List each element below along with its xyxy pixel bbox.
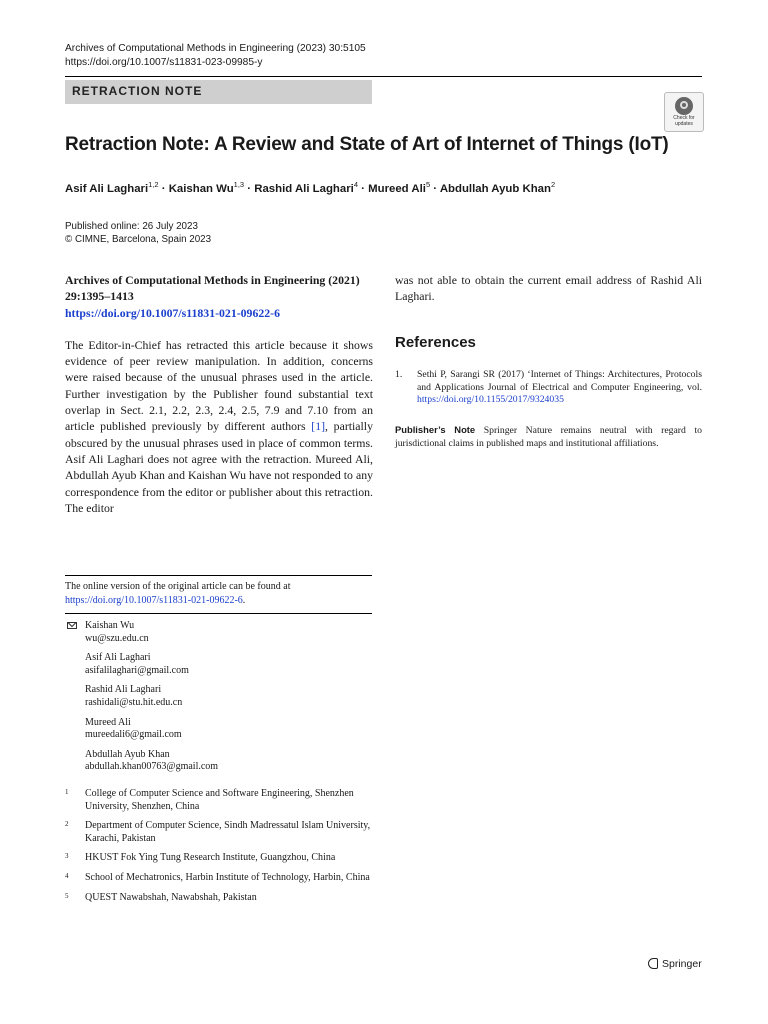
- contact-name: Abdullah Ayub Khan: [85, 748, 170, 760]
- affiliation-number: 2: [65, 820, 69, 829]
- affiliation-text: Department of Computer Science, Sindh Madressatul Islam University, Karachi, Pakistan: [85, 820, 371, 844]
- affiliation-number: 4: [65, 871, 69, 880]
- affiliation-item: [65, 788, 372, 813]
- author-affiliation-marker: 1,2: [148, 180, 159, 189]
- affiliation-text: College of Computer Science and Software Engineering, Shenzhen University, Shenzhen, China: [85, 788, 354, 812]
- references-heading: References: [395, 334, 476, 351]
- author-contact: [65, 749, 372, 774]
- author-separator: ·: [158, 182, 169, 195]
- publisher-name: Springer: [662, 958, 702, 970]
- affiliation-number: 5: [65, 891, 69, 900]
- online-note-end: .: [242, 594, 246, 606]
- affiliation-number: 3: [65, 852, 69, 861]
- author-list: [65, 180, 555, 195]
- original-article-reference: [65, 272, 373, 321]
- published-date: Published online: 26 July 2023: [65, 221, 198, 232]
- mail-icon: [67, 622, 77, 629]
- author-name[interactable]: Kaishan Wu: [168, 182, 234, 195]
- author-affiliation-marker: 4: [353, 180, 358, 189]
- author-contact: [65, 652, 372, 677]
- contact-email[interactable]: abdullah.khan00763@gmail.com: [85, 761, 219, 773]
- affiliation-item: [65, 820, 372, 845]
- correspondence-rule: [65, 613, 372, 614]
- reference-doi-link[interactable]: https://doi.org/10.1155/2017/9324035: [417, 394, 564, 406]
- online-note-text: The online version of the original article can be found at: [65, 581, 291, 592]
- affiliation-text: HKUST Fok Ying Tung Research Institute, Guangzhou, China: [85, 852, 336, 864]
- affiliations: [65, 788, 372, 911]
- publication-info: [65, 220, 211, 246]
- author-affiliation-marker: 2: [550, 180, 556, 189]
- affiliation-text: School of Mechatronics, Harbin Institute of Technology, Harbin, China: [85, 871, 370, 883]
- badge-line-2: updates: [675, 120, 693, 127]
- reference-text: Sethi P, Sarangi SR (2017) ‘Internet of Things: Architectures, Protocols and Applications Journal of Electrical and Computer Engineering, vol.: [417, 369, 702, 393]
- contact-email[interactable]: rashidali@stu.hit.edu.cn: [85, 696, 183, 708]
- article-title: Retraction Note: A Review and State of Art of Internet of Things (IoT): [65, 134, 669, 155]
- springer-horse-icon: [648, 958, 658, 969]
- retraction-banner: [65, 80, 372, 104]
- original-citation: Archives of Computational Methods in Engineering (2021) 29:1395–1413: [65, 273, 360, 304]
- reference-list: [395, 369, 702, 407]
- affiliation-item: [65, 892, 372, 905]
- left-column: [65, 272, 373, 516]
- affiliation-item: [65, 852, 372, 865]
- journal-citation: Archives of Computational Methods in Engineering (2023) 30:5105: [65, 43, 366, 54]
- author-affiliation-marker: 5: [425, 180, 431, 189]
- banner-label: RETRACTION NOTE: [72, 84, 203, 98]
- citation-link-1[interactable]: [1]: [311, 419, 326, 434]
- journal-header: [65, 42, 366, 70]
- retraction-body: [65, 337, 373, 516]
- original-doi-link[interactable]: https://doi.org/10.1007/s11831-021-09622-6: [65, 305, 280, 320]
- publishers-note: [395, 424, 702, 450]
- publishers-note-text: Springer Nature remains neutral with regard to jurisdictional claims in published maps and institutional affiliations.: [395, 425, 702, 449]
- author-contact: [65, 620, 372, 645]
- author-separator: ·: [244, 182, 255, 195]
- reference-number: 1.: [395, 369, 403, 380]
- header-rule: [65, 76, 702, 77]
- author-contacts: [65, 620, 372, 781]
- online-version-note: [65, 580, 372, 607]
- author-name[interactable]: Asif Ali Laghari: [65, 182, 149, 195]
- contact-name: Rashid Ali Laghari: [85, 684, 162, 696]
- author-separator: ·: [430, 182, 440, 195]
- contact-name: Kaishan Wu: [85, 620, 135, 631]
- publisher-footer: [648, 958, 702, 970]
- body-part-2: , partially obscured by the unusual phrases used in place of common terms. Asif Ali Laghari does not agree with the retraction. Mureed Ali, Abdullah Ayub Khan and Kaishan Wu have not responded to any correspondence from the editor or publisher about this retraction. The editor: [65, 419, 373, 515]
- author-name[interactable]: Mureed Ali: [368, 182, 426, 195]
- footnote-rule: [65, 575, 372, 576]
- right-column: [395, 272, 702, 305]
- check-for-updates-badge[interactable]: [664, 92, 704, 132]
- affiliation-item: [65, 872, 372, 885]
- online-version-link[interactable]: https://doi.org/10.1007/s11831-021-09622-6: [65, 594, 243, 606]
- author-affiliation-marker: 1,3: [233, 180, 245, 189]
- body-continued: was not able to obtain the current email address of Rashid Ali Laghari.: [395, 273, 702, 304]
- author-contact: [65, 717, 372, 742]
- author-name[interactable]: Rashid Ali Laghari: [254, 182, 354, 195]
- contact-name: Asif Ali Laghari: [85, 652, 151, 664]
- check-updates-icon: [675, 97, 693, 115]
- author-separator: ·: [358, 182, 369, 195]
- affiliation-number: 1: [65, 788, 69, 796]
- copyright: © CIMNE, Barcelona, Spain 2023: [65, 234, 212, 245]
- contact-name: Mureed Ali: [85, 716, 131, 728]
- contact-email[interactable]: asifalilaghari@gmail.com: [85, 664, 189, 676]
- contact-email[interactable]: wu@szu.edu.cn: [85, 632, 149, 644]
- article-doi[interactable]: https://doi.org/10.1007/s11831-023-09985-y: [65, 57, 263, 68]
- reference-item: [395, 369, 702, 407]
- badge-line-1: Check for: [673, 115, 695, 121]
- contact-email[interactable]: mureedali6@gmail.com: [85, 729, 182, 741]
- publishers-note-label: Publisher’s Note: [395, 424, 476, 435]
- author-contact: [65, 684, 372, 709]
- affiliation-text: QUEST Nawabshah, Nawabshah, Pakistan: [85, 891, 257, 903]
- body-part-1: The Editor-in-Chief has retracted this article because it shows evidence of peer review manipulation. In addition, concerns were raised because of the unusual phrases used in the article. Further investigation by the Publisher found substantial text overlap in Sect. 2.1, 2.2, 2.3, 2.4, 2.5, 7.9 and 7.10 from an article published previously by different authors: [65, 337, 373, 434]
- author-name[interactable]: Abdullah Ayub Khan: [439, 182, 551, 195]
